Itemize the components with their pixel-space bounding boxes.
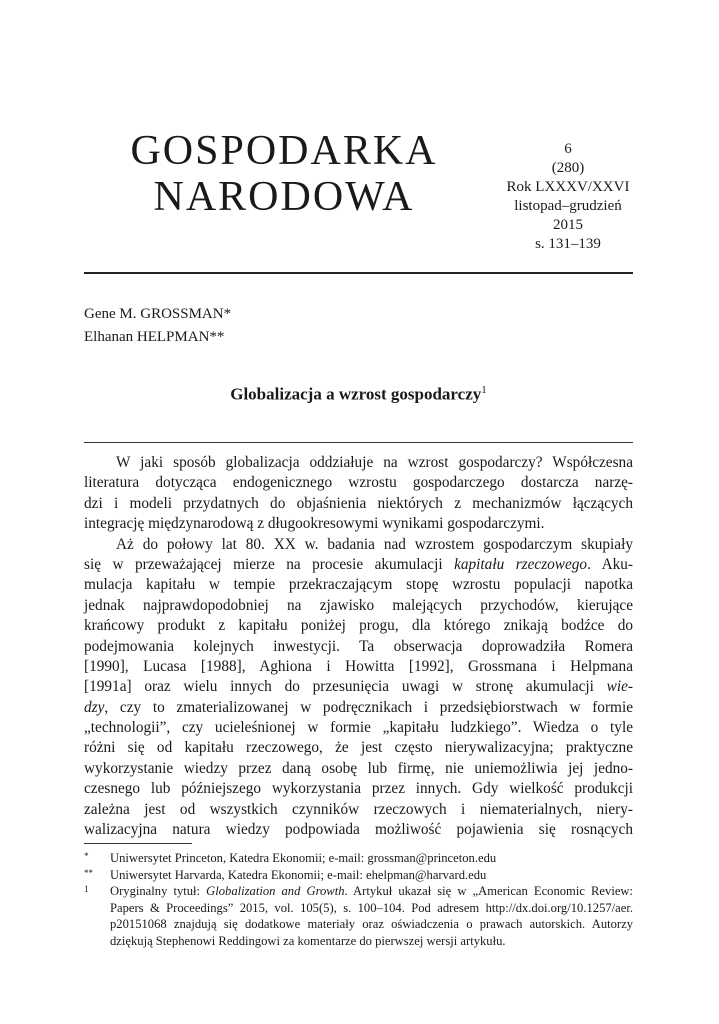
body-italic: kapitału rzeczowego [454, 555, 588, 573]
body-line: „technologii”, czy ucieleśnionej w formie „kapitału ludzkiego”. Wiedza o tyle [84, 719, 633, 737]
journal-title-line2: NARODOWA [153, 174, 415, 220]
body-text: [1991a] oraz wielu innych do przesunięcia uwagi w stronę akumulacji [84, 678, 607, 696]
body-italic: dzy [84, 698, 105, 716]
article-title-text: Globalizacja a wzrost gospodarczy [230, 384, 482, 404]
author-2: Elhanan HELPMAN** [84, 329, 225, 345]
body-line: zależna jest od wszystkich czynników rzeczowych i niematerialnych, niery- [84, 800, 633, 818]
body-line: jednak najprawdopodobniej na zjawisko malejących przychodów, kierujące [84, 596, 633, 614]
title-footnote-mark: 1 [481, 384, 487, 396]
footnote-text: Uniwersytet Princeton, Katedra Ekonomii; e-mail: grossman@princeton.edu [110, 851, 497, 865]
footnote-text [110, 883, 633, 900]
footnote-rule [84, 843, 192, 844]
body-line: Aż do połowy lat 80. XX w. badania nad wzrostem gospodarczym skupiały [116, 535, 633, 553]
issue-months: listopad–grudzień [514, 198, 622, 214]
footnote-text: dziękują Stephenowi Reddingowi za komentarze do pierwszej wersji artykułu. [110, 933, 506, 948]
footnote [84, 850, 633, 867]
author-list [84, 303, 231, 349]
body-line: integrację międzynarodową z długookresowymi wynikami gospodarczymi. [84, 515, 545, 533]
footnote-mark: ** [84, 867, 93, 878]
body-line: krańcowy produkt z kapitału poniżej progu, dla którego znikają bodźce do [84, 617, 633, 635]
article-body [84, 453, 633, 840]
body-line: podejmowania kolejnych inwestycji. Ta obserwacja doprowadziła Romera [84, 637, 633, 655]
footnote-mark: * [84, 851, 89, 861]
body-line: [1990], Lucasa [1988], Aghiona i Howitta [1992], Grossmana i Helpmana [84, 657, 633, 675]
issue-cumulative: (280) [551, 160, 585, 176]
footnote [84, 867, 633, 884]
author-1: Gene M. GROSSMAN* [84, 306, 232, 322]
issue-info [498, 140, 638, 254]
body-line: wykorzystanie wiedzy przez daną osobę lub firmę, nie uniemożliwia jej jedno- [84, 759, 633, 777]
issue-year: Rok LXXXV/XXVI [506, 179, 630, 195]
body-line [84, 555, 633, 575]
footnote-italic: Globalization and Growth [206, 884, 345, 898]
body-line: W jaki sposób globalizacja oddziałuje na wzrost gospodarczy? Współczesna [116, 454, 633, 471]
footnotes [84, 850, 633, 949]
body-italic: wie- [606, 678, 633, 696]
body-line [84, 698, 633, 718]
title-rule [84, 442, 633, 443]
body-line: literatura dotycząca endogenicznego wzrostu gospodarczego dostarcza narzę- [84, 474, 633, 492]
body-line: walizacyjna natura wiedzy podpowiada możliwość pojawienia się rosnących [84, 821, 633, 839]
journal-title-line1: GOSPODARKA [130, 128, 438, 174]
body-line: czesnego lub późniejszego wykorzystania przez innych. Gdy wielkość produkcji [84, 780, 633, 798]
footnote-text: Papers & Proceedings” 2015, vol. 105(5), s. 100–104. Pod adresem http://dx.doi.org/10.1257/aer. [110, 900, 633, 915]
journal-title [84, 128, 484, 220]
article-title [84, 384, 633, 405]
body-line: dzi i modeli przydatnych do objaśnienia niektórych z mechanizmów łączących [84, 494, 633, 512]
footnote-text: Uniwersytet Harvarda, Katedra Ekonomii; e-mail: ehelpman@harvard.edu [110, 867, 487, 882]
body-line: różni się od kapitału rzeczowego, że jest często nierywalizacyjna; praktyczne [84, 739, 633, 757]
body-text: , czy to zmaterializowanej w podręcznikach i przedsiębiorstwach w formie [104, 698, 633, 716]
header-rule [84, 272, 633, 274]
issue-number: 6 [564, 141, 572, 157]
issue-pages: s. 131–139 [535, 236, 601, 252]
body-text: się w przeważającej mierze na procesie akumulacji [84, 555, 455, 573]
body-line [84, 677, 633, 697]
footnote-text-part: . Artykuł ukazał się w „American Economic Review: [344, 884, 633, 898]
body-line: mulacja kapitału w tempie przekraczającym stopę wzrostu populacji napotka [84, 576, 633, 594]
footnote-mark: 1 [84, 884, 89, 894]
issue-pub-year: 2015 [553, 217, 583, 233]
body-text: . Aku- [587, 555, 634, 573]
footnote [84, 883, 633, 949]
footnote-text-part: Oryginalny tytuł: [110, 884, 207, 898]
footnote-text: p20151068 znajdują się dodatkowe materiały oraz oświadczenia o prawach autorskich. Autorzy [110, 917, 633, 931]
